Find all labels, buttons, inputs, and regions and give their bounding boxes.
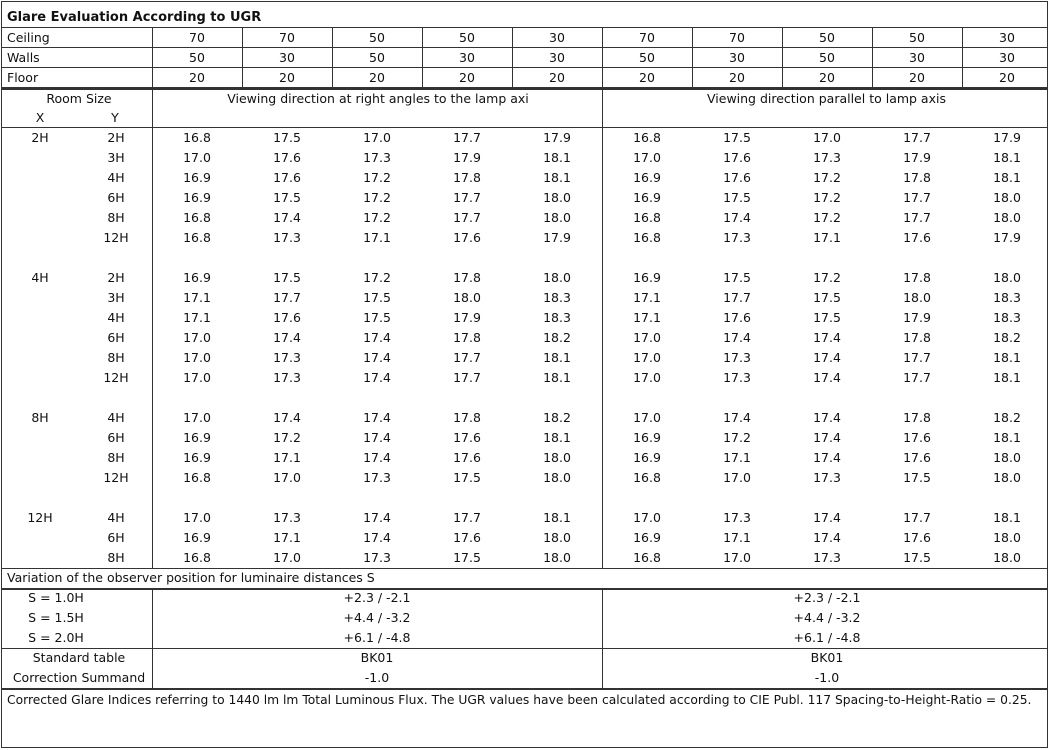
ugr-value: 17.7 bbox=[273, 290, 301, 305]
ugr-value: 18.1 bbox=[543, 350, 571, 365]
reflectance-value: 50 bbox=[369, 50, 385, 65]
ugr-value: 17.2 bbox=[363, 210, 391, 225]
ugr-value: 17.5 bbox=[723, 190, 751, 205]
ugr-value: 18.0 bbox=[543, 270, 571, 285]
ugr-value: 18.3 bbox=[993, 290, 1021, 305]
variation-parallel-value: +6.1 / -4.8 bbox=[793, 630, 861, 645]
ugr-value: 17.9 bbox=[453, 310, 481, 325]
ugr-value: 18.1 bbox=[993, 350, 1021, 365]
ugr-value: 17.3 bbox=[723, 350, 751, 365]
ugr-value: 17.0 bbox=[363, 130, 391, 145]
ugr-value: 17.6 bbox=[903, 430, 931, 445]
ugr-value: 16.9 bbox=[633, 530, 661, 545]
ugr-value: 17.1 bbox=[273, 530, 301, 545]
ugr-value: 17.1 bbox=[363, 230, 391, 245]
ugr-value: 17.4 bbox=[813, 350, 841, 365]
y-axis-label: Y bbox=[111, 110, 119, 125]
room-x-value: 4H bbox=[31, 270, 49, 285]
variation-parallel-value: +4.4 / -3.2 bbox=[793, 610, 861, 625]
ugr-value: 17.6 bbox=[453, 530, 481, 545]
ugr-value: 17.6 bbox=[723, 310, 751, 325]
room-y-value: 4H bbox=[107, 170, 125, 185]
ugr-value: 17.2 bbox=[363, 190, 391, 205]
room-y-value: 12H bbox=[103, 470, 129, 485]
ugr-value: 17.6 bbox=[723, 170, 751, 185]
ugr-value: 18.0 bbox=[903, 290, 931, 305]
reflectance-label: Walls bbox=[7, 50, 40, 65]
reflectance-value: 70 bbox=[189, 30, 205, 45]
ugr-value: 17.1 bbox=[633, 290, 661, 305]
room-y-value: 12H bbox=[103, 370, 129, 385]
ugr-value: 17.4 bbox=[813, 530, 841, 545]
reflectance-value: 20 bbox=[189, 70, 205, 85]
ugr-value: 17.7 bbox=[903, 350, 931, 365]
ugr-value: 17.9 bbox=[903, 150, 931, 165]
ugr-value: 17.3 bbox=[273, 230, 301, 245]
ugr-value: 17.4 bbox=[813, 430, 841, 445]
ugr-value: 18.2 bbox=[993, 330, 1021, 345]
ugr-value: 17.7 bbox=[903, 510, 931, 525]
ugr-value: 18.1 bbox=[993, 430, 1021, 445]
ugr-value: 18.0 bbox=[543, 550, 571, 565]
ugr-value: 17.0 bbox=[183, 510, 211, 525]
ugr-value: 17.7 bbox=[723, 290, 751, 305]
ugr-value: 18.0 bbox=[993, 270, 1021, 285]
ugr-value: 17.0 bbox=[633, 410, 661, 425]
room-y-value: 2H bbox=[107, 130, 125, 145]
reflectance-value: 30 bbox=[549, 50, 565, 65]
ugr-value: 18.0 bbox=[993, 190, 1021, 205]
ugr-value: 18.2 bbox=[543, 330, 571, 345]
ugr-value: 17.3 bbox=[813, 550, 841, 565]
ugr-value: 17.8 bbox=[903, 170, 931, 185]
column-divider bbox=[602, 28, 603, 88]
room-y-value: 8H bbox=[107, 350, 125, 365]
correction-parallel: -1.0 bbox=[814, 670, 840, 685]
ugr-value: 17.9 bbox=[903, 310, 931, 325]
ugr-value: 17.8 bbox=[453, 270, 481, 285]
ugr-value: 17.0 bbox=[273, 550, 301, 565]
ugr-value: 18.1 bbox=[543, 510, 571, 525]
reflectance-value: 30 bbox=[909, 50, 925, 65]
room-x-value: 8H bbox=[31, 410, 49, 425]
ugr-value: 17.3 bbox=[723, 230, 751, 245]
reflectance-value: 30 bbox=[459, 50, 475, 65]
x-axis-label: X bbox=[35, 110, 45, 125]
ugr-value: 17.8 bbox=[453, 330, 481, 345]
ugr-value: 17.3 bbox=[273, 370, 301, 385]
ugr-value: 18.1 bbox=[993, 170, 1021, 185]
column-divider bbox=[602, 88, 603, 568]
ugr-value: 16.8 bbox=[633, 230, 661, 245]
ugr-value: 18.0 bbox=[993, 550, 1021, 565]
ugr-value: 17.5 bbox=[723, 130, 751, 145]
reflectance-value: 50 bbox=[819, 50, 835, 65]
room-x-value: 12H bbox=[27, 510, 53, 525]
ugr-value: 17.4 bbox=[273, 210, 301, 225]
direction-parallel: Viewing direction parallel to lamp axis bbox=[707, 91, 946, 106]
ugr-value: 17.0 bbox=[183, 150, 211, 165]
column-divider bbox=[602, 588, 603, 688]
ugr-value: 18.3 bbox=[543, 310, 571, 325]
ugr-value: 17.8 bbox=[903, 330, 931, 345]
ugr-value: 17.0 bbox=[183, 350, 211, 365]
ugr-value: 17.7 bbox=[453, 130, 481, 145]
ugr-value: 17.1 bbox=[183, 290, 211, 305]
reflectance-value: 20 bbox=[279, 70, 295, 85]
reflectance-value: 30 bbox=[279, 50, 295, 65]
room-y-value: 12H bbox=[103, 230, 129, 245]
ugr-value: 17.4 bbox=[273, 410, 301, 425]
ugr-value: 17.5 bbox=[273, 190, 301, 205]
column-divider bbox=[422, 28, 423, 88]
ugr-value: 17.5 bbox=[363, 310, 391, 325]
ugr-value: 16.8 bbox=[183, 550, 211, 565]
reflectance-value: 20 bbox=[729, 70, 745, 85]
ugr-value: 17.2 bbox=[813, 190, 841, 205]
ugr-value: 17.9 bbox=[543, 130, 571, 145]
ugr-value: 16.9 bbox=[633, 170, 661, 185]
reflectance-value: 30 bbox=[729, 50, 745, 65]
ugr-value: 17.6 bbox=[453, 230, 481, 245]
ugr-value: 18.2 bbox=[993, 410, 1021, 425]
ugr-value: 16.8 bbox=[183, 210, 211, 225]
reflectance-label: Ceiling bbox=[7, 30, 50, 45]
ugr-value: 18.0 bbox=[993, 470, 1021, 485]
ugr-value: 16.9 bbox=[183, 270, 211, 285]
ugr-value: 17.7 bbox=[453, 210, 481, 225]
ugr-value: 18.0 bbox=[543, 210, 571, 225]
room-y-value: 8H bbox=[107, 210, 125, 225]
ugr-value: 18.1 bbox=[993, 150, 1021, 165]
ugr-value: 16.8 bbox=[183, 470, 211, 485]
ugr-value: 17.8 bbox=[903, 270, 931, 285]
ugr-value: 17.9 bbox=[543, 230, 571, 245]
ugr-value: 18.3 bbox=[993, 310, 1021, 325]
spacing-label: S = 1.0H bbox=[28, 590, 84, 605]
ugr-value: 17.0 bbox=[183, 370, 211, 385]
direction-right-angles: Viewing direction at right angles to the lamp axi bbox=[227, 91, 529, 106]
reflectance-value: 50 bbox=[819, 30, 835, 45]
ugr-value: 17.5 bbox=[363, 290, 391, 305]
ugr-value: 16.9 bbox=[183, 430, 211, 445]
ugr-value: 17.9 bbox=[993, 230, 1021, 245]
ugr-value: 16.8 bbox=[633, 130, 661, 145]
ugr-value: 18.1 bbox=[993, 510, 1021, 525]
room-y-value: 6H bbox=[107, 330, 125, 345]
ugr-value: 17.7 bbox=[453, 190, 481, 205]
ugr-value: 17.4 bbox=[363, 510, 391, 525]
ugr-value: 17.2 bbox=[813, 170, 841, 185]
ugr-value: 17.8 bbox=[453, 170, 481, 185]
ugr-value: 17.9 bbox=[453, 150, 481, 165]
column-divider bbox=[332, 28, 333, 88]
column-divider bbox=[152, 588, 153, 688]
reflectance-value: 30 bbox=[999, 30, 1015, 45]
ugr-value: 17.4 bbox=[363, 330, 391, 345]
ugr-value: 17.4 bbox=[813, 330, 841, 345]
reflectance-value: 50 bbox=[909, 30, 925, 45]
ugr-value: 17.4 bbox=[363, 370, 391, 385]
ugr-value: 17.0 bbox=[273, 470, 301, 485]
ugr-value: 17.4 bbox=[363, 450, 391, 465]
ugr-value: 17.4 bbox=[273, 330, 301, 345]
ugr-value: 17.3 bbox=[813, 470, 841, 485]
ugr-value: 18.0 bbox=[993, 530, 1021, 545]
ugr-value: 17.3 bbox=[363, 550, 391, 565]
reflectance-value: 70 bbox=[639, 30, 655, 45]
ugr-value: 17.5 bbox=[903, 550, 931, 565]
room-y-value: 4H bbox=[107, 510, 125, 525]
ugr-value: 17.7 bbox=[903, 130, 931, 145]
ugr-value: 17.5 bbox=[453, 470, 481, 485]
ugr-value: 16.9 bbox=[633, 190, 661, 205]
room-size-label: Room Size bbox=[46, 91, 112, 106]
ugr-value: 17.4 bbox=[363, 410, 391, 425]
variation-right-value: +2.3 / -2.1 bbox=[343, 590, 411, 605]
ugr-value: 16.9 bbox=[633, 450, 661, 465]
ugr-value: 17.6 bbox=[723, 150, 751, 165]
ugr-value: 17.6 bbox=[453, 450, 481, 465]
row-divider bbox=[2, 648, 1048, 649]
ugr-value: 17.3 bbox=[363, 470, 391, 485]
ugr-value: 17.7 bbox=[453, 370, 481, 385]
room-x-value: 2H bbox=[31, 130, 49, 145]
row-divider bbox=[2, 588, 1048, 590]
reflectance-value: 50 bbox=[369, 30, 385, 45]
ugr-value: 17.4 bbox=[363, 350, 391, 365]
ugr-value: 17.2 bbox=[723, 430, 751, 445]
ugr-value: 18.0 bbox=[543, 190, 571, 205]
room-y-value: 6H bbox=[107, 190, 125, 205]
ugr-value: 17.3 bbox=[723, 510, 751, 525]
column-divider bbox=[242, 28, 243, 88]
ugr-value: 18.0 bbox=[543, 450, 571, 465]
ugr-value: 17.1 bbox=[723, 530, 751, 545]
room-y-value: 8H bbox=[107, 550, 125, 565]
ugr-value: 16.9 bbox=[183, 170, 211, 185]
ugr-value: 17.4 bbox=[723, 210, 751, 225]
reflectance-label: Floor bbox=[7, 70, 39, 85]
ugr-value: 17.2 bbox=[273, 430, 301, 445]
ugr-value: 18.0 bbox=[543, 470, 571, 485]
reflectance-value: 20 bbox=[819, 70, 835, 85]
ugr-value: 17.7 bbox=[903, 370, 931, 385]
ugr-value: 18.0 bbox=[993, 450, 1021, 465]
ugr-value: 17.6 bbox=[453, 430, 481, 445]
column-divider bbox=[152, 28, 153, 88]
spacing-label: S = 1.5H bbox=[28, 610, 84, 625]
reflectance-value: 70 bbox=[729, 30, 745, 45]
ugr-value: 18.0 bbox=[543, 530, 571, 545]
ugr-value: 17.5 bbox=[453, 550, 481, 565]
ugr-value: 18.1 bbox=[543, 170, 571, 185]
ugr-value: 18.1 bbox=[543, 370, 571, 385]
ugr-value: 17.4 bbox=[723, 330, 751, 345]
ugr-value: 17.4 bbox=[813, 410, 841, 425]
reflectance-value: 30 bbox=[999, 50, 1015, 65]
ugr-value: 17.4 bbox=[723, 410, 751, 425]
ugr-value: 17.6 bbox=[273, 150, 301, 165]
ugr-value: 17.7 bbox=[453, 510, 481, 525]
ugr-value: 17.5 bbox=[813, 290, 841, 305]
ugr-value: 17.1 bbox=[273, 450, 301, 465]
reflectance-value: 20 bbox=[369, 70, 385, 85]
ugr-value: 16.9 bbox=[183, 450, 211, 465]
column-divider bbox=[872, 28, 873, 88]
room-y-value: 6H bbox=[107, 530, 125, 545]
ugr-value: 17.7 bbox=[453, 350, 481, 365]
ugr-value: 17.1 bbox=[813, 230, 841, 245]
ugr-value: 17.6 bbox=[273, 310, 301, 325]
ugr-value: 16.8 bbox=[183, 230, 211, 245]
ugr-value: 17.4 bbox=[363, 430, 391, 445]
ugr-value: 17.0 bbox=[183, 330, 211, 345]
ugr-value: 17.4 bbox=[363, 530, 391, 545]
column-divider bbox=[152, 88, 153, 568]
ugr-value: 17.6 bbox=[273, 170, 301, 185]
ugr-value: 17.0 bbox=[183, 410, 211, 425]
ugr-value: 17.5 bbox=[903, 470, 931, 485]
ugr-value: 17.2 bbox=[813, 210, 841, 225]
ugr-value: 17.0 bbox=[633, 350, 661, 365]
ugr-value: 17.0 bbox=[813, 130, 841, 145]
reflectance-value: 20 bbox=[639, 70, 655, 85]
room-y-value: 8H bbox=[107, 450, 125, 465]
reflectance-value: 30 bbox=[549, 30, 565, 45]
reflectance-value: 50 bbox=[459, 30, 475, 45]
ugr-value: 17.9 bbox=[993, 130, 1021, 145]
reflectance-value: 70 bbox=[279, 30, 295, 45]
standard-table-parallel: BK01 bbox=[810, 650, 844, 665]
ugr-value: 17.1 bbox=[723, 450, 751, 465]
reflectance-value: 20 bbox=[999, 70, 1015, 85]
ugr-value: 17.3 bbox=[723, 370, 751, 385]
reflectance-value: 50 bbox=[189, 50, 205, 65]
ugr-value: 17.0 bbox=[633, 330, 661, 345]
ugr-value: 18.1 bbox=[993, 370, 1021, 385]
room-y-value: 4H bbox=[107, 310, 125, 325]
ugr-value: 18.0 bbox=[453, 290, 481, 305]
ugr-value: 18.1 bbox=[543, 430, 571, 445]
room-y-value: 4H bbox=[107, 410, 125, 425]
ugr-value: 16.9 bbox=[633, 430, 661, 445]
spacing-label: S = 2.0H bbox=[28, 630, 84, 645]
ugr-value: 18.2 bbox=[543, 410, 571, 425]
reflectance-value: 50 bbox=[639, 50, 655, 65]
variation-parallel-value: +2.3 / -2.1 bbox=[793, 590, 861, 605]
column-divider bbox=[692, 28, 693, 88]
ugr-value: 16.9 bbox=[183, 190, 211, 205]
ugr-value: 17.5 bbox=[723, 270, 751, 285]
reflectance-value: 20 bbox=[459, 70, 475, 85]
ugr-value: 17.3 bbox=[363, 150, 391, 165]
ugr-value: 17.1 bbox=[633, 310, 661, 325]
ugr-value: 17.3 bbox=[813, 150, 841, 165]
ugr-value: 17.3 bbox=[273, 350, 301, 365]
ugr-value: 17.0 bbox=[723, 550, 751, 565]
room-y-value: 6H bbox=[107, 430, 125, 445]
column-divider bbox=[962, 28, 963, 88]
reflectance-value: 20 bbox=[909, 70, 925, 85]
ugr-value: 16.9 bbox=[633, 270, 661, 285]
ugr-value: 17.4 bbox=[813, 450, 841, 465]
column-divider bbox=[512, 28, 513, 88]
ugr-value: 16.9 bbox=[183, 530, 211, 545]
ugr-value: 17.7 bbox=[903, 210, 931, 225]
ugr-value: 17.0 bbox=[633, 510, 661, 525]
variation-title: Variation of the observer position for luminaire distances S bbox=[7, 570, 375, 585]
column-divider bbox=[782, 28, 783, 88]
footnote: Corrected Glare Indices referring to 1440 lm lm Total Luminous Flux. The UGR values have been calculated according to CIE Publ. 117 Spacing-to-Height-Ratio = 0.25. bbox=[7, 693, 1032, 707]
ugr-value: 17.2 bbox=[813, 270, 841, 285]
ugr-value: 17.0 bbox=[723, 470, 751, 485]
ugr-value: 17.0 bbox=[633, 370, 661, 385]
room-y-value: 3H bbox=[107, 150, 125, 165]
ugr-value: 17.4 bbox=[813, 370, 841, 385]
correction-right: -1.0 bbox=[364, 670, 390, 685]
ugr-value: 16.8 bbox=[633, 550, 661, 565]
variation-right-value: +4.4 / -3.2 bbox=[343, 610, 411, 625]
ugr-value: 17.7 bbox=[903, 190, 931, 205]
ugr-value: 17.6 bbox=[903, 230, 931, 245]
ugr-value: 17.5 bbox=[813, 310, 841, 325]
ugr-value: 17.8 bbox=[453, 410, 481, 425]
ugr-value: 16.8 bbox=[183, 130, 211, 145]
ugr-value: 17.6 bbox=[903, 530, 931, 545]
ugr-value: 16.8 bbox=[633, 210, 661, 225]
ugr-value: 17.5 bbox=[273, 130, 301, 145]
ugr-value: 17.1 bbox=[183, 310, 211, 325]
page-title: Glare Evaluation According to UGR bbox=[7, 10, 262, 25]
ugr-value: 17.2 bbox=[363, 270, 391, 285]
ugr-value: 17.6 bbox=[903, 450, 931, 465]
standard-table-right: BK01 bbox=[360, 650, 394, 665]
reflectance-value: 20 bbox=[549, 70, 565, 85]
ugr-value: 18.1 bbox=[543, 150, 571, 165]
correction-summand-label: Correction Summand bbox=[12, 670, 146, 685]
room-y-value: 2H bbox=[107, 270, 125, 285]
standard-table-label: Standard table bbox=[32, 650, 126, 665]
ugr-value: 17.5 bbox=[273, 270, 301, 285]
ugr-value: 17.0 bbox=[633, 150, 661, 165]
ugr-value: 18.3 bbox=[543, 290, 571, 305]
ugr-value: 17.3 bbox=[273, 510, 301, 525]
ugr-value: 17.4 bbox=[813, 510, 841, 525]
variation-right-value: +6.1 / -4.8 bbox=[343, 630, 411, 645]
ugr-value: 17.8 bbox=[903, 410, 931, 425]
ugr-value: 16.8 bbox=[633, 470, 661, 485]
ugr-value: 17.2 bbox=[363, 170, 391, 185]
ugr-value: 18.0 bbox=[993, 210, 1021, 225]
room-y-value: 3H bbox=[107, 290, 125, 305]
